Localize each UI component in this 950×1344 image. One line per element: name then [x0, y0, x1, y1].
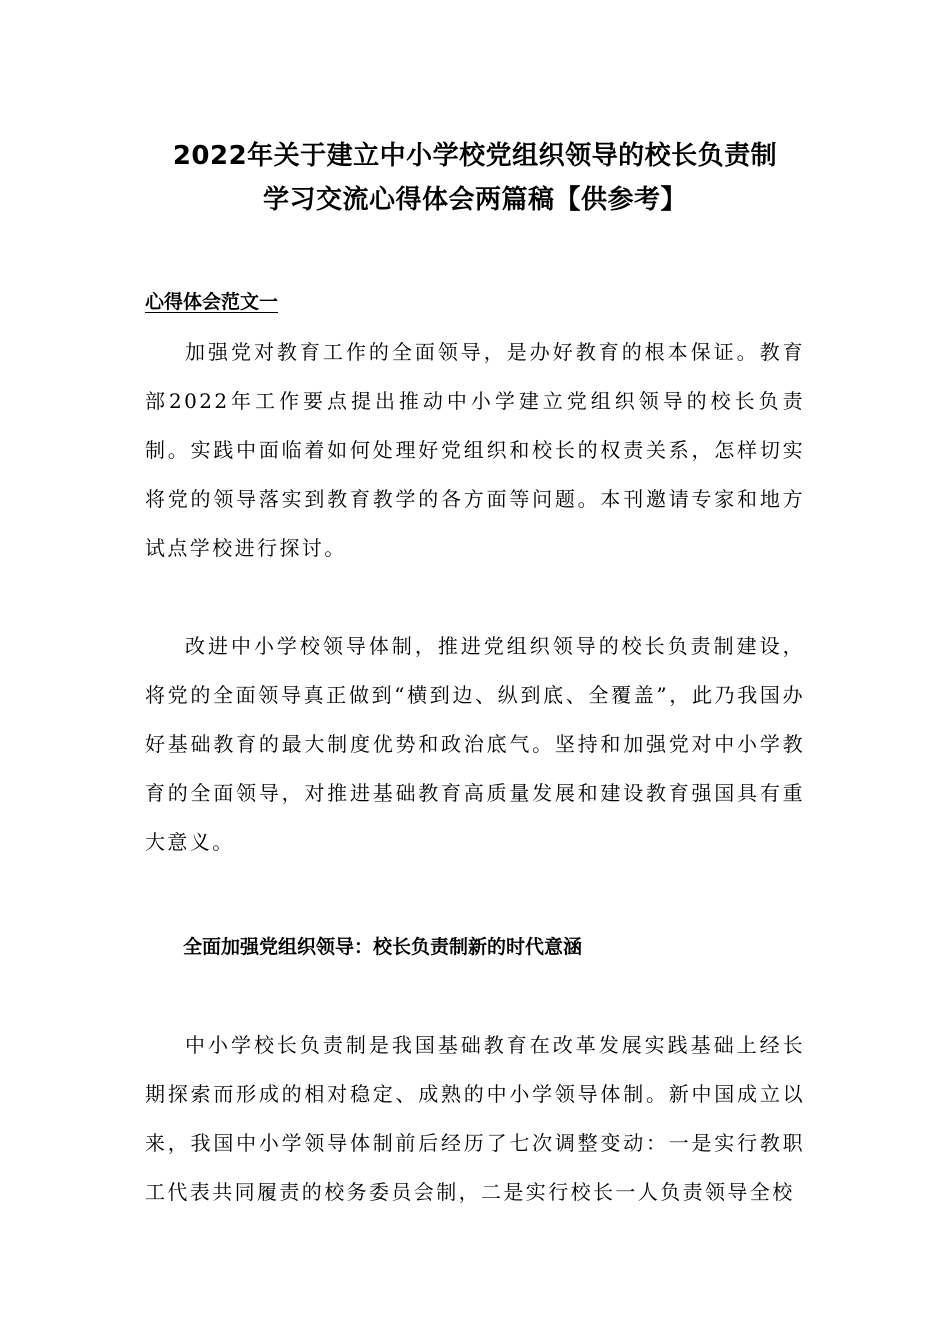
body-paragraph-2: 改进中小学校领导体制，推进党组织领导的校长负责制建设，将党的全面领导真正做到“横到边、纵到底、全覆盖”，此乃我国办好基础教育的最大制度优势和政治底气。坚持和加强党对中小学教育的全面领导，对推进基础教育高质量发展和建设教育强国具有重大意义。 — [145, 634, 805, 854]
document-title-line-1: 2022年关于建立中小学校党组织领导的校长负责制 — [172, 141, 778, 171]
section-heading: 心得体会范文一 — [145, 291, 279, 313]
document-title-line-2: 学习交流心得体会两篇稿【供参考】 — [262, 185, 687, 215]
body-paragraph-1: 加强党对教育工作的全面领导，是办好教育的根本保证。教育部2022年工作要点提出推动中小学建立党组织领导的校长负责制。实践中面临着如何处理好党组织和校长的权责关系，怎样切实将党的领导落实到教育教学的各方面等问题。本刊邀请专家和地方试点学校进行探讨。 — [145, 340, 805, 560]
body-paragraph-3: 中小学校长负责制是我国基础教育在改革发展实践基础上经长期探索而形成的相对稳定、成熟的中小学领导体制。新中国成立以来，我国中小学领导体制前后经历了七次调整变动：一是实行教职工代表共同履责的校务委员会制，二是实行校长一人负责领导全校 — [145, 1033, 805, 1204]
sub-heading: 全面加强党组织领导：校长负责制新的时代意涵 — [183, 936, 583, 958]
